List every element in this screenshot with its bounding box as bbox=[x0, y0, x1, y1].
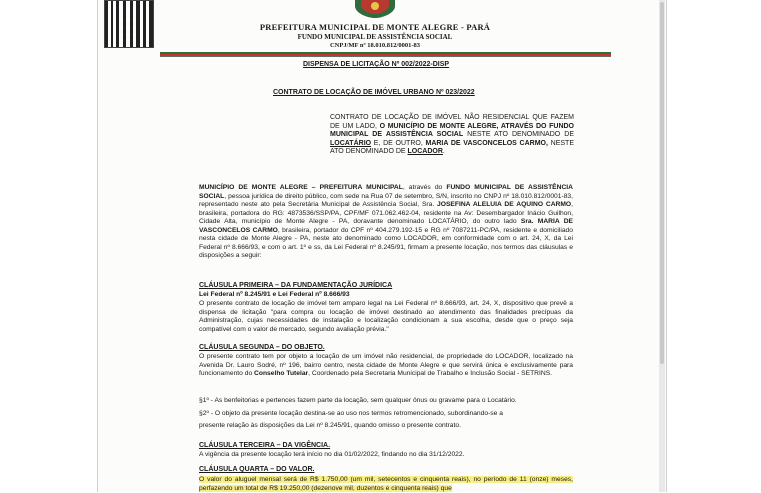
clause-2-title: CLÁUSULA SEGUNDA – DO OBJETO. bbox=[199, 344, 325, 351]
clause-1-text: O presente contrato de locação de imóvel tem amparo legal na Lei Federal nº 8.666/93, art. 24, X, dispositivo que prevê a dispensa de licitação "para compra ou locação de imóvel destinado ao atendimento das finalidades precípuas da Administração, cujas necessidades de instalação e localização condicionam a sua escolha, desde que o preço seja compatível com o valor de mercado, segundo avaliação prévia." bbox=[199, 300, 573, 333]
dispensa-title: DISPENSA DE LICITAÇÃO Nº 002/2022-DISP bbox=[303, 61, 450, 68]
qr-code bbox=[104, 0, 154, 48]
header-stripe-gray bbox=[160, 56, 611, 57]
clause-1-laws: Lei Federal nº 8.245/91 e Lei Federal nº 8.666/93 bbox=[199, 291, 350, 298]
header-prefeitura: PREFEITURA MUNICIPAL DE MONTE ALEGRE - PARÁ bbox=[259, 22, 491, 32]
parties-paragraph: MUNICÍPIO DE MONTE ALEGRE – PREFEITURA MUNICIPAL, através do FUNDO MUNICIPAL DE ASSISTÊNCIA SOCIAL, pessoa jurídica de direito público, com sede na Rua 07 de setembro, S/N, inscrito no CNPJ nº 18.010.812/0001-83, representado neste ato pela Secretária Municipal de Assistência Social, Sra. JOSEFINA ALELUIA DE AQUINO CARMO, brasileira, portadora do RG: 4873536/SSP/PA, CPF/MF 071.062.462-04, residente na Av: Desembargador Inácio Guilhon, Cidade Alta, município de Monte Alegre - PA, doravante denominado LOCATÁRIO, do outro lado Sra. MARIA DE VASCONCELOS CARMO, brasileira, portador do CPF nº 404.279.192-15 e RG nº 7087211-PC/PA, residente e domiciliado nesta cidade de Monte Alegre - PA, neste ato denominado como LOCADOR, em conformidade com o art. 24, X, da Lei Federal nº 8.666/93, e com o art. 1º e ss, da Lei Federal nº 8.245/91, firmam a presente locação, nos termos das cláusulas e disposições a seguir: bbox=[199, 184, 573, 259]
clause-4-text bbox=[199, 476, 573, 493]
scrollbar-thumb[interactable] bbox=[660, 2, 664, 364]
header-fundo: FUNDO MUNICIPAL DE ASSISTÊNCIA SOCIAL bbox=[297, 33, 453, 41]
header-cnpj: CNPJ/MF nº 18.010.812/0001-83 bbox=[329, 42, 420, 49]
contract-intro: CONTRATO DE LOCAÇÃO DE IMÓVEL NÃO RESIDENCIAL QUE FAZEM DE UM LADO, O MUNICÍPIO DE MONTE ALEGRE, ATRAVÉS DO FUNDO MUNICIPAL DE ASSISTÊNCIA SOCIAL NESTE ATO DENOMINADO DE LOCATÁRIO E, DE OUTRO, MARIA DE VASCONCELOS CARMO, NESTE ATO DENOMINADO DE LOCADOR. bbox=[330, 114, 575, 156]
clause-1-title: CLÁUSULA PRIMEIRA – DA FUNDAMENTAÇÃO JURÍDICA bbox=[199, 282, 393, 289]
value-highlight: O valor do aluguel mensal será de R$ 1.750,00 (um mil, setecentos e cinquenta reais), no período de 11 (onze) meses, perfazendo um total de R$ 19.250,00 (dezenove mil, duzentos e cinquenta reais) que bbox=[199, 476, 573, 492]
municipal-crest-icon bbox=[353, 0, 397, 18]
paragraph-1: §1º - As benfeitorias e pertences fazem parte da locação, sem qualquer ônus ou gravame para o Locatário. bbox=[199, 397, 517, 404]
paragraph-2: §2º - O objeto da presente locação destina-se ao uso nos termos retromencionado, subordinando-se a bbox=[199, 410, 503, 417]
clause-2-text: O presente contrato tem por objeto a locação de um imóvel não residencial, de propriedade do LOCADOR, localizado na Avenida Dr. Lauro Sodré, nº 196, bairro centro, nesta cidade de Monte Alegre e que servirá única e exclusivamente para funcionamento do Conselho Tutelar, Coordenado pela Secretaria Municipal de Trabalho e Inclusão Social - SETRINS. bbox=[199, 353, 573, 377]
contrato-title: CONTRATO DE LOCAÇÃO DE IMÓVEL URBANO Nº 023/2022 bbox=[273, 89, 475, 96]
clause-3-text: A vigência da presente locação terá início no dia 01/02/2022, findando no dia 31/12/2022. bbox=[199, 451, 465, 458]
clause-4-title: CLÁUSULA QUARTA – DO VALOR. bbox=[199, 466, 315, 473]
paragraph-2-continued: presente relação às disposições da Lei nº 8.245/91, quando omisso o presente contrato. bbox=[199, 422, 461, 429]
clause-3-title: CLÁUSULA TERCEIRA – DA VIGÊNCIA. bbox=[199, 442, 331, 449]
